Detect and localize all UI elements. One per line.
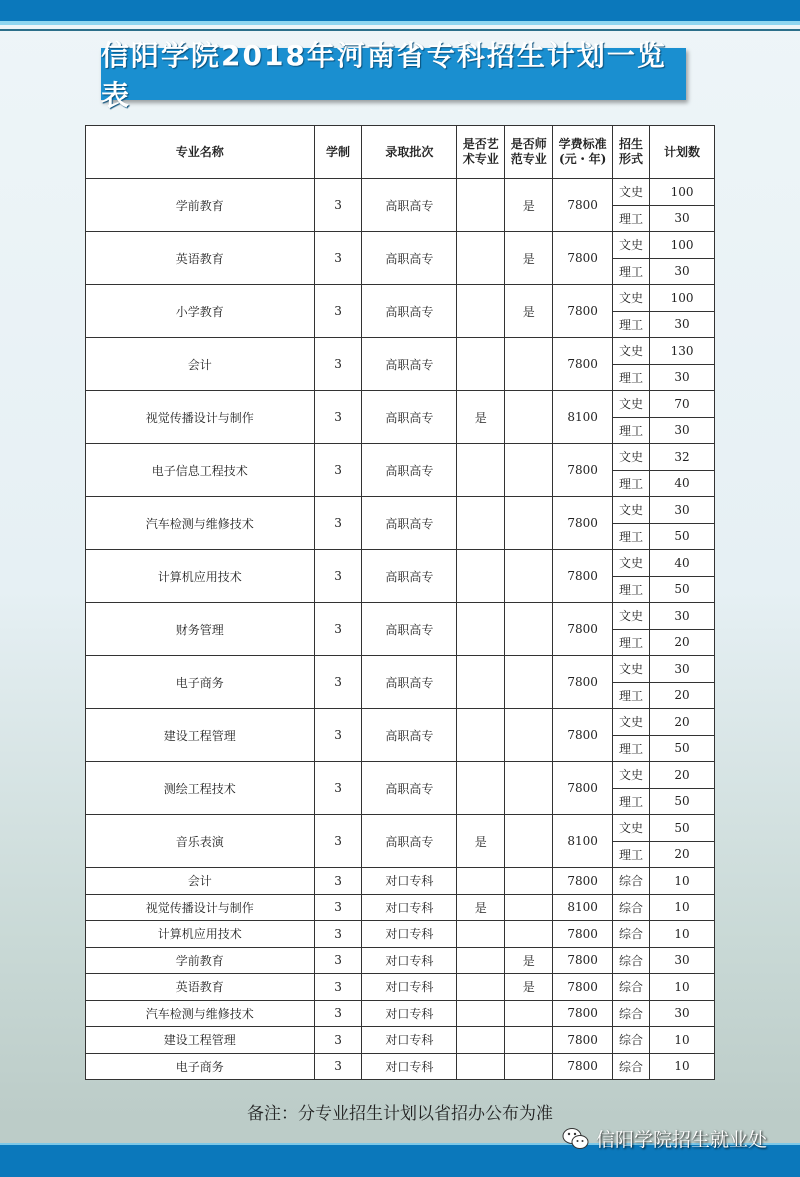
cell-normal	[505, 603, 553, 656]
cell-type: 理工	[613, 311, 650, 338]
cell-art	[457, 1000, 505, 1027]
header-type: 招生形式	[613, 126, 650, 179]
table-row	[86, 285, 715, 312]
cell-name: 小学教育	[86, 285, 315, 338]
table-row	[86, 338, 715, 365]
cell-batch: 对口专科	[362, 974, 457, 1001]
cell-count: 70	[650, 391, 715, 418]
cell-type: 综合	[613, 921, 650, 948]
table-row	[86, 974, 715, 1001]
cell-name: 英语教育	[86, 232, 315, 285]
cell-normal	[505, 656, 553, 709]
cell-fee: 7800	[553, 709, 613, 762]
cell-count: 30	[650, 417, 715, 444]
cell-fee: 7800	[553, 179, 613, 232]
cell-art	[457, 232, 505, 285]
cell-batch: 高职高专	[362, 815, 457, 868]
cell-fee: 7800	[553, 232, 613, 285]
table-row	[86, 179, 715, 206]
cell-type: 文史	[613, 762, 650, 789]
cell-type: 文史	[613, 232, 650, 259]
cell-batch: 对口专科	[362, 894, 457, 921]
cell-name: 会计	[86, 338, 315, 391]
cell-name: 计算机应用技术	[86, 550, 315, 603]
cell-name: 测绘工程技术	[86, 762, 315, 815]
cell-art	[457, 444, 505, 497]
cell-type: 文史	[613, 709, 650, 736]
footnote: 备注：分专业招生计划以省招办公布为准	[247, 1104, 553, 1124]
cell-name: 视觉传播设计与制作	[86, 894, 315, 921]
cell-normal: 是	[505, 232, 553, 285]
cell-type: 理工	[613, 205, 650, 232]
cell-normal	[505, 1053, 553, 1080]
cell-fee: 7800	[553, 444, 613, 497]
cell-name: 学前教育	[86, 179, 315, 232]
cell-fee: 7800	[553, 656, 613, 709]
cell-type: 理工	[613, 417, 650, 444]
cell-years: 3	[314, 762, 362, 815]
cell-name: 英语教育	[86, 974, 315, 1001]
cell-art	[457, 338, 505, 391]
cell-count: 10	[650, 1027, 715, 1054]
cell-name: 学前教育	[86, 947, 315, 974]
cell-fee: 8100	[553, 815, 613, 868]
cell-fee: 7800	[553, 550, 613, 603]
cell-batch: 对口专科	[362, 1053, 457, 1080]
cell-years: 3	[314, 550, 362, 603]
cell-type: 理工	[613, 523, 650, 550]
cell-years: 3	[314, 603, 362, 656]
wechat-icon	[562, 1127, 590, 1151]
cell-fee: 7800	[553, 947, 613, 974]
table-row	[86, 1000, 715, 1027]
cell-batch: 高职高专	[362, 550, 457, 603]
cell-art	[457, 550, 505, 603]
table-row	[86, 444, 715, 471]
cell-normal	[505, 1027, 553, 1054]
table-row	[86, 656, 715, 683]
cell-art	[457, 868, 505, 895]
cell-batch: 对口专科	[362, 1027, 457, 1054]
cell-normal: 是	[505, 974, 553, 1001]
cell-batch: 对口专科	[362, 921, 457, 948]
cell-name: 汽车检测与维修技术	[86, 497, 315, 550]
header-batch: 录取批次	[362, 126, 457, 179]
header-years: 学制	[314, 126, 362, 179]
cell-art	[457, 1053, 505, 1080]
cell-art	[457, 285, 505, 338]
table-row	[86, 550, 715, 577]
table-row	[86, 709, 715, 736]
cell-normal	[505, 868, 553, 895]
cell-count: 50	[650, 576, 715, 603]
table-row	[86, 232, 715, 259]
cell-batch: 对口专科	[362, 1000, 457, 1027]
cell-count: 30	[650, 258, 715, 285]
cell-count: 40	[650, 550, 715, 577]
cell-type: 综合	[613, 1053, 650, 1080]
cell-type: 综合	[613, 1000, 650, 1027]
cell-count: 30	[650, 364, 715, 391]
cell-count: 30	[650, 656, 715, 683]
cell-count: 100	[650, 179, 715, 206]
cell-type: 综合	[613, 868, 650, 895]
cell-count: 32	[650, 444, 715, 471]
cell-years: 3	[314, 1053, 362, 1080]
cell-fee: 7800	[553, 1053, 613, 1080]
cell-type: 文史	[613, 179, 650, 206]
cell-type: 文史	[613, 550, 650, 577]
cell-years: 3	[314, 1027, 362, 1054]
cell-type: 理工	[613, 735, 650, 762]
cell-normal	[505, 815, 553, 868]
table-row	[86, 815, 715, 842]
cell-normal: 是	[505, 947, 553, 974]
cell-years: 3	[314, 1000, 362, 1027]
cell-batch: 高职高专	[362, 656, 457, 709]
top-banner	[0, 0, 800, 25]
cell-count: 30	[650, 497, 715, 524]
cell-name: 计算机应用技术	[86, 921, 315, 948]
cell-years: 3	[314, 894, 362, 921]
cell-batch: 高职高专	[362, 497, 457, 550]
cell-normal: 是	[505, 285, 553, 338]
cell-count: 10	[650, 894, 715, 921]
wechat-watermark	[562, 1125, 767, 1152]
cell-count: 30	[650, 205, 715, 232]
cell-type: 文史	[613, 815, 650, 842]
cell-years: 3	[314, 947, 362, 974]
cell-count: 30	[650, 603, 715, 630]
cell-art	[457, 709, 505, 762]
table-row	[86, 603, 715, 630]
header-count: 计划数	[650, 126, 715, 179]
cell-type: 理工	[613, 629, 650, 656]
cell-type: 综合	[613, 947, 650, 974]
cell-type: 综合	[613, 1027, 650, 1054]
cell-years: 3	[314, 497, 362, 550]
cell-count: 50	[650, 815, 715, 842]
cell-normal	[505, 444, 553, 497]
cell-name: 电子信息工程技术	[86, 444, 315, 497]
cell-normal	[505, 1000, 553, 1027]
cell-count: 10	[650, 1053, 715, 1080]
cell-count: 10	[650, 921, 715, 948]
cell-count: 100	[650, 232, 715, 259]
cell-batch: 高职高专	[362, 285, 457, 338]
cell-fee: 7800	[553, 762, 613, 815]
cell-art	[457, 947, 505, 974]
cell-count: 20	[650, 682, 715, 709]
cell-type: 理工	[613, 364, 650, 391]
cell-fee: 7800	[553, 974, 613, 1001]
cell-name: 电子商务	[86, 656, 315, 709]
cell-art: 是	[457, 391, 505, 444]
enrollment-plan-table	[85, 125, 715, 1080]
cell-batch: 高职高专	[362, 232, 457, 285]
cell-fee: 7800	[553, 1000, 613, 1027]
cell-years: 3	[314, 232, 362, 285]
cell-normal	[505, 709, 553, 762]
cell-fee: 7800	[553, 1027, 613, 1054]
cell-years: 3	[314, 179, 362, 232]
cell-art	[457, 656, 505, 709]
header-normal: 是否师范专业	[505, 126, 553, 179]
cell-fee: 7800	[553, 603, 613, 656]
cell-name: 视觉传播设计与制作	[86, 391, 315, 444]
divider	[0, 29, 800, 31]
cell-art	[457, 179, 505, 232]
cell-years: 3	[314, 974, 362, 1001]
cell-type: 文史	[613, 338, 650, 365]
cell-count: 20	[650, 709, 715, 736]
cell-type: 文史	[613, 497, 650, 524]
cell-normal	[505, 391, 553, 444]
cell-art	[457, 921, 505, 948]
page-title: 信阳学院2018年河南省专科招生计划一览表	[101, 48, 686, 100]
cell-count: 20	[650, 841, 715, 868]
cell-art	[457, 974, 505, 1001]
cell-art: 是	[457, 815, 505, 868]
cell-count: 20	[650, 762, 715, 789]
table-row	[86, 947, 715, 974]
cell-type: 综合	[613, 894, 650, 921]
cell-years: 3	[314, 444, 362, 497]
cell-count: 30	[650, 311, 715, 338]
cell-fee: 7800	[553, 285, 613, 338]
cell-count: 10	[650, 974, 715, 1001]
cell-batch: 高职高专	[362, 603, 457, 656]
cell-count: 10	[650, 868, 715, 895]
cell-normal	[505, 894, 553, 921]
cell-years: 3	[314, 656, 362, 709]
cell-batch: 高职高专	[362, 338, 457, 391]
cell-count: 50	[650, 735, 715, 762]
cell-normal: 是	[505, 179, 553, 232]
cell-type: 理工	[613, 470, 650, 497]
cell-name: 电子商务	[86, 1053, 315, 1080]
cell-count: 50	[650, 523, 715, 550]
cell-batch: 对口专科	[362, 868, 457, 895]
cell-name: 建设工程管理	[86, 1027, 315, 1054]
cell-batch: 高职高专	[362, 391, 457, 444]
watermark-text: 信阳学院招生就业处	[596, 1129, 768, 1151]
cell-art	[457, 603, 505, 656]
header-fee: 学费标准(元・年)	[553, 126, 613, 179]
cell-normal	[505, 921, 553, 948]
cell-batch: 对口专科	[362, 947, 457, 974]
table-row	[86, 1053, 715, 1080]
table-row	[86, 894, 715, 921]
cell-art	[457, 1027, 505, 1054]
cell-count: 40	[650, 470, 715, 497]
cell-type: 文史	[613, 603, 650, 630]
cell-type: 综合	[613, 974, 650, 1001]
cell-type: 文史	[613, 391, 650, 418]
cell-name: 音乐表演	[86, 815, 315, 868]
cell-normal	[505, 338, 553, 391]
cell-batch: 高职高专	[362, 179, 457, 232]
cell-batch: 高职高专	[362, 762, 457, 815]
cell-type: 文史	[613, 656, 650, 683]
cell-name: 财务管理	[86, 603, 315, 656]
cell-fee: 7800	[553, 338, 613, 391]
cell-type: 文史	[613, 444, 650, 471]
cell-type: 理工	[613, 258, 650, 285]
table-row	[86, 497, 715, 524]
cell-years: 3	[314, 868, 362, 895]
cell-normal	[505, 497, 553, 550]
header-art: 是否艺术专业	[457, 126, 505, 179]
cell-count: 30	[650, 947, 715, 974]
cell-batch: 高职高专	[362, 444, 457, 497]
cell-count: 130	[650, 338, 715, 365]
cell-fee: 7800	[553, 921, 613, 948]
cell-batch: 高职高专	[362, 709, 457, 762]
cell-years: 3	[314, 815, 362, 868]
cell-art: 是	[457, 894, 505, 921]
table-row	[86, 1027, 715, 1054]
cell-art	[457, 762, 505, 815]
cell-type: 文史	[613, 285, 650, 312]
cell-name: 汽车检测与维修技术	[86, 1000, 315, 1027]
cell-fee: 7800	[553, 497, 613, 550]
cell-count: 100	[650, 285, 715, 312]
table-row	[86, 762, 715, 789]
cell-years: 3	[314, 921, 362, 948]
cell-type: 理工	[613, 576, 650, 603]
table-row	[86, 868, 715, 895]
table-row	[86, 391, 715, 418]
cell-type: 理工	[613, 788, 650, 815]
cell-art	[457, 497, 505, 550]
cell-type: 理工	[613, 682, 650, 709]
cell-name: 建设工程管理	[86, 709, 315, 762]
cell-years: 3	[314, 391, 362, 444]
cell-count: 50	[650, 788, 715, 815]
cell-type: 理工	[613, 841, 650, 868]
cell-count: 20	[650, 629, 715, 656]
cell-years: 3	[314, 709, 362, 762]
cell-count: 30	[650, 1000, 715, 1027]
cell-normal	[505, 550, 553, 603]
cell-normal	[505, 762, 553, 815]
cell-fee: 7800	[553, 868, 613, 895]
cell-years: 3	[314, 338, 362, 391]
table-row	[86, 921, 715, 948]
cell-name: 会计	[86, 868, 315, 895]
cell-years: 3	[314, 285, 362, 338]
cell-fee: 8100	[553, 391, 613, 444]
cell-fee: 8100	[553, 894, 613, 921]
header-major: 专业名称	[86, 126, 315, 179]
